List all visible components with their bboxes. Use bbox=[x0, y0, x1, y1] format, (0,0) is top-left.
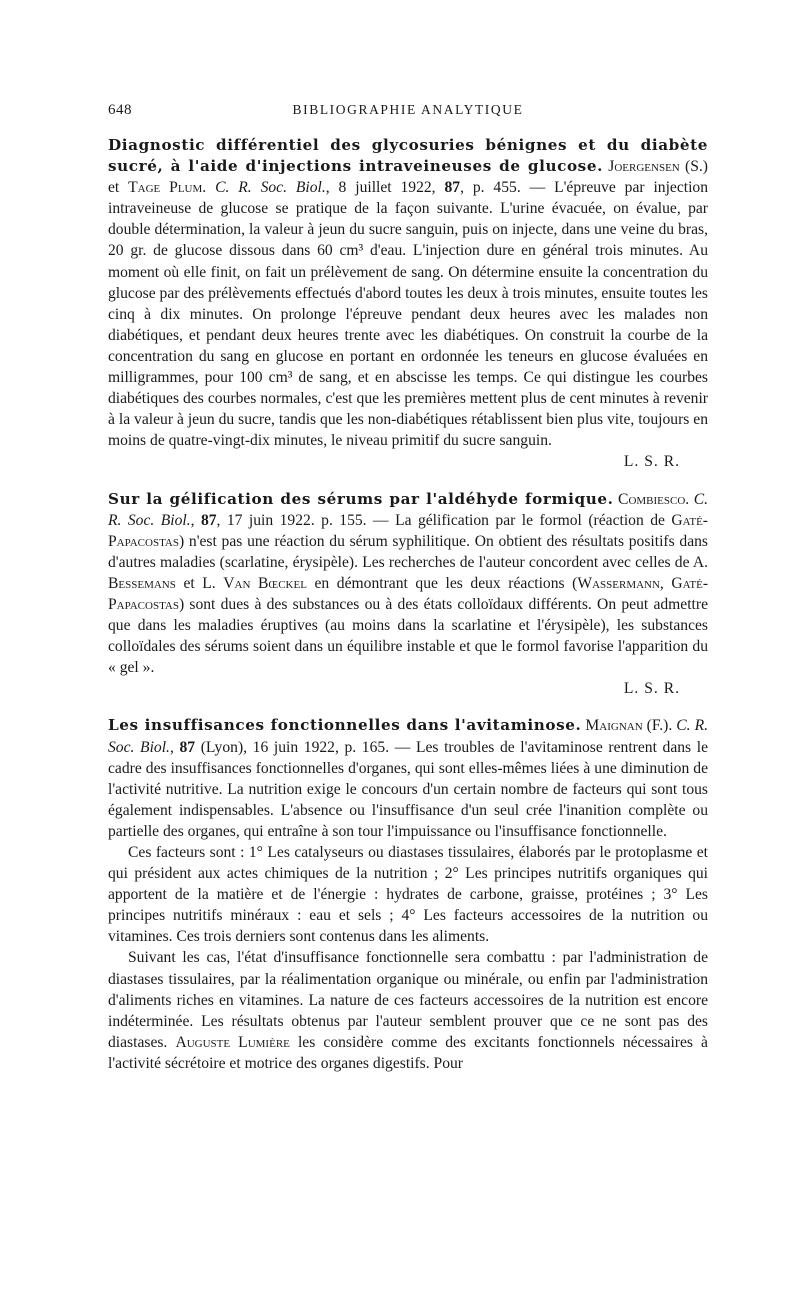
article-paragraph: Ces facteurs sont : 1° Les catalyseurs ou diastases tissulaires, élaborés par le protoplasme et qui président aux actes chimiques de la nutrition ; 2° Les principes nutritifs organiques qui apportent de la matière et de l'énergie : hydrates de carbone, graisse, protéines ; 3° Les principes nutritifs minéraux : eau et sels ; 4° Les facteurs accessoires de la nutrition ou vitamines. Ces trois derniers sont contenus dans les aliments. bbox=[108, 844, 708, 946]
article-avitaminose bbox=[108, 715, 708, 1074]
article-body: Suivant les cas, l'état d'insuffisance fonctionnelle sera combattu : par l'administration de diastases tissulaires, par la réalimentation organique ou minérale, ou enfin par l'administration d'aliments riches en vitamines. La nature de ces facteurs accessoires de la nutrition est encore indéterminée. Les résultats obtenus par l'auteur semblent prouver que ce ne sont pas des diastases. bbox=[108, 949, 708, 1051]
article-body: ) n'est pas une réaction du sérum syphilitique. On obtient des résultats positifs dans d'autres maladies (scarlatine, érysipèle). Les recherches de l'auteur concordent avec celles de A. bbox=[108, 532, 708, 571]
citation-separator: , bbox=[169, 738, 180, 756]
citation-volume: 87 bbox=[179, 738, 196, 756]
article-title: Diagnostic différentiel des glycosuries bénignes et du diabète sucré, à l'aide d'injections intraveineuses de glucose. bbox=[108, 136, 708, 176]
article-paragraph bbox=[108, 947, 708, 1074]
article-glycosuries bbox=[108, 135, 708, 473]
cited-name: Bessemans bbox=[108, 574, 176, 592]
article-title: Sur la gélification des sérums par l'aldéhyde formique. bbox=[108, 489, 614, 508]
author-name: Combiesco. bbox=[618, 490, 690, 508]
article-body: ) sont dues à des substances ou à des états colloïdaux différents. On peut admettre que dans les maladies éruptives (au moins dans la scarlatine et l'érysipèle), les substances colloïdales des sérums soient dans un équilibre instable et que le formol favorise l'apparition du « gel ». bbox=[108, 595, 708, 677]
article-signature: L. S. R. bbox=[623, 680, 680, 698]
article-gelification bbox=[108, 489, 708, 700]
journal-name: C. R. Soc. Biol. bbox=[108, 490, 708, 529]
author-initials: (S.) et bbox=[108, 158, 708, 197]
page-number: 648 bbox=[108, 102, 132, 118]
article-body: en démontrant que les deux réactions ( bbox=[306, 574, 578, 592]
running-head: BIBLIOGRAPHIE ANALYTIQUE bbox=[292, 102, 524, 117]
article-body: La gélification par le formol (réaction de bbox=[395, 511, 672, 529]
citation-volume: 87 bbox=[444, 179, 461, 197]
citation-pages: , 17 juin 1922. p. 155. — bbox=[216, 511, 396, 529]
article-signature: L. S. R. bbox=[623, 453, 680, 471]
cited-name: Wassermann, Gaté-Papacostas bbox=[108, 574, 709, 613]
article-body: et L. bbox=[175, 574, 224, 592]
cited-name: Van Bœckel bbox=[223, 574, 307, 592]
citation-volume: 87 bbox=[200, 511, 217, 529]
article-body: L'épreuve par injection intraveineuse de glucose se pratique de la façon suivante. L'urine évacuée, on évalue, par double détermination, la valeur à jeun du sucre sanguin, puis on injecte, dans une veine du bras, 20 gr. de glucose dissous dans 60 cm³ d'eau. L'injection dure en général trois minutes. Au moment où elle finit, on fait un prélèvement de sang. On détermine ensuite la concentration du glucose par des prélèvements effectués d'abord toutes les deux à trois minutes, ensuite toutes les cinq à dix minutes. On prolonge l'épreuve pendant deux heures avec les malades non diabétiques, et pendant deux heures trente avec les diabétiques. On construit la courbe de la concentration du sang en glucose en portant en ordonnée les teneurs en glucose évaluées en milligrammes, pour 100 cm³ de sang, et en abscisse les temps. Ce qui distingue les courbes diabétiques des courbes normales, c'est que les premières mettent plus de cent minutes à revenir à la valeur à jeun du sucre, tandis que les non-diabétiques rétablissent bien plus vite, toujours en moins de quatre-vingt-dix minutes, le niveau primitif du sucre sanguin. bbox=[108, 179, 709, 450]
page-header bbox=[108, 102, 708, 124]
citation-pages: , p. 455. — bbox=[460, 179, 555, 197]
article-body: les considère comme des excitants fonctionnels nécessaires à l'activité sécrétoire et motrice des organes digestifs. Pour bbox=[108, 1033, 708, 1072]
article-title: Les insuffisances fonctionnelles dans l'avitaminose. bbox=[108, 716, 582, 735]
article-paragraph bbox=[108, 715, 708, 842]
journal-name: C. R. Soc. Biol. bbox=[215, 179, 326, 197]
article-paragraph bbox=[108, 489, 708, 679]
author-name: Maignan bbox=[585, 717, 643, 735]
article-paragraph bbox=[108, 135, 708, 451]
author-initials: (F.). bbox=[642, 717, 677, 735]
citation-date: , 8 juillet 1922, bbox=[325, 179, 445, 197]
cited-name: Gaté-Papacostas bbox=[108, 511, 708, 550]
page-content bbox=[108, 135, 708, 1090]
cited-name: Auguste Lumière bbox=[175, 1033, 290, 1051]
author-name: Tage Plum. bbox=[128, 179, 207, 197]
article-body: Les troubles de l'avitaminose rentrent dans le cadre des insuffisances fonctionnelles d'organes, qui sont elles-mêmes liées à une diminution de l'activité nutritive. La nutrition exige le concours d'un certain nombre de facteurs qui sont tous également indispensables. L'absence ou l'insuffisance d'un seul crée l'inanition complète ou partielle des organes, qui entraîne à son tour l'impuissance ou l'insuffisance fonctionnelle. bbox=[108, 738, 709, 840]
citation-separator: , bbox=[190, 511, 201, 529]
citation-pages: (Lyon), 16 juin 1922, p. 165. — bbox=[195, 738, 416, 756]
journal-name: C. R. Soc. Biol. bbox=[108, 717, 709, 756]
author-name: Joergensen bbox=[608, 158, 680, 176]
